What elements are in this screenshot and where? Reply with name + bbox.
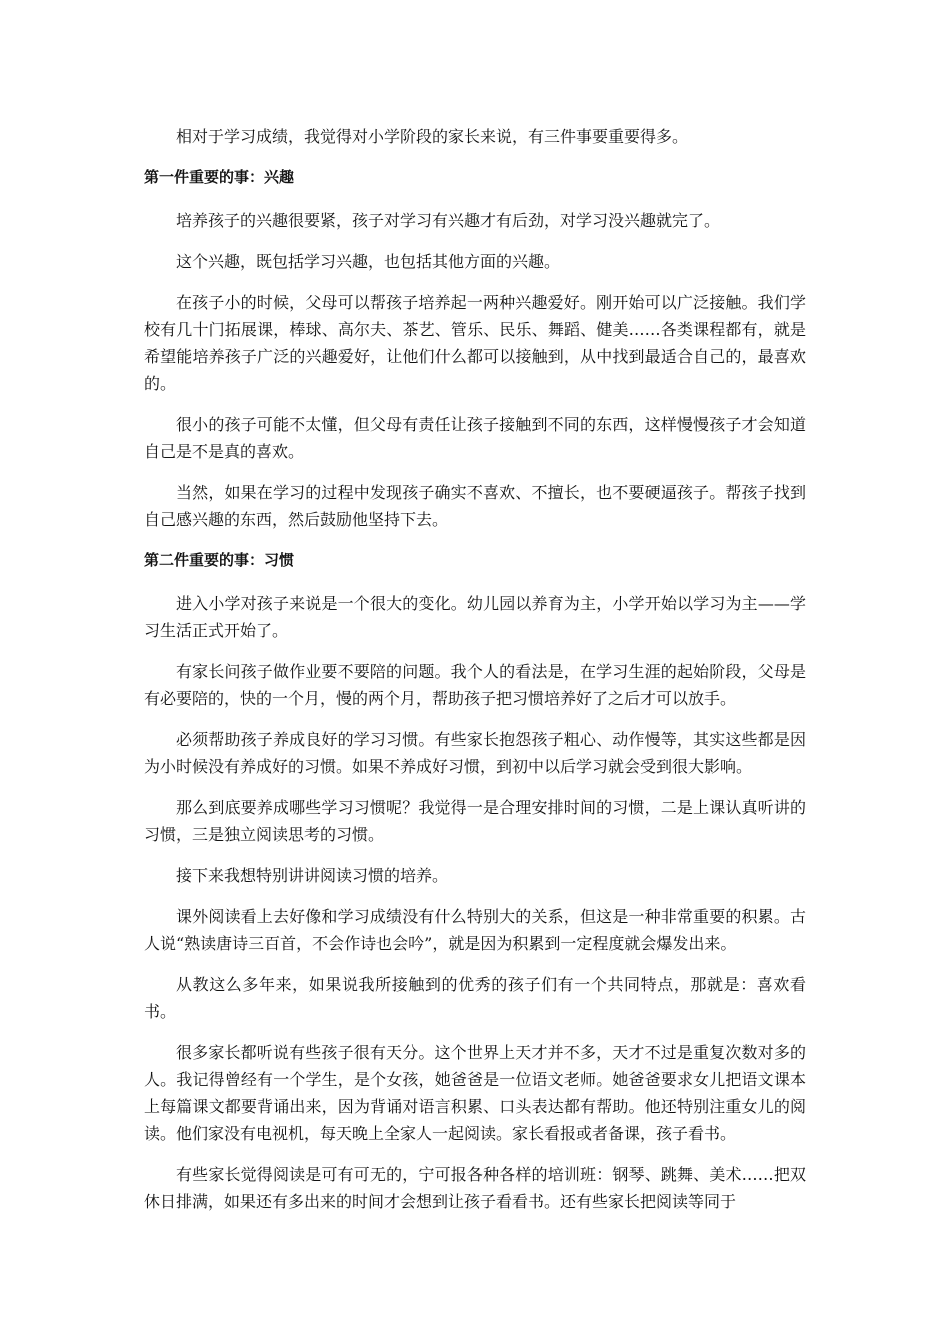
paragraph: 有些家长觉得阅读是可有可无的，宁可报各种各样的培训班：钢琴、跳舞、美术……把双休日排满，如果还有多出来的时间才会想到让孩子看看书。还有些家长把阅读等同于	[144, 1165, 806, 1211]
document-body	[144, 123, 806, 1229]
paragraph: 必须帮助孩子养成良好的学习习惯。有些家长抱怨孩子粗心、动作慢等，其实这些都是因为小时候没有养成好的习惯。如果不养成好习惯，到初中以后学习就会受到很大影响。	[144, 730, 806, 776]
paragraph: 进入小学对孩子来说是一个很大的变化。幼儿园以养育为主，小学开始以学习为主——学习生活正式开始了。	[144, 594, 806, 640]
section-heading-interest: 第一件重要的事：兴趣	[144, 168, 295, 186]
paragraph: 在孩子小的时候，父母可以帮孩子培养起一两种兴趣爱好。刚开始可以广泛接触。我们学校有几十门拓展课，棒球、高尔夫、茶艺、管乐、民乐、舞蹈、健美……各类课程都有，就是希望能培养孩子广泛的兴趣爱好，让他们什么都可以接触到，从中找到最适合自己的，最喜欢的。	[144, 293, 806, 393]
paragraph: 接下来我想特别讲讲阅读习惯的培养。	[176, 866, 449, 885]
paragraph: 当然，如果在学习的过程中发现孩子确实不喜欢、不擅长，也不要硬逼孩子。帮孩子找到自己感兴趣的东西，然后鼓励他坚持下去。	[144, 483, 806, 529]
paragraph: 很多家长都听说有些孩子很有天分。这个世界上天才并不多，天才不过是重复次数对多的人。我记得曾经有一个学生，是个女孩，她爸爸是一位语文老师。她爸爸要求女儿把语文课本上每篇课文都要背诵出来，因为背诵对语言积累、口头表达都有帮助。他还特别注重女儿的阅读。他们家没有电视机，每天晚上全家人一起阅读。家长看报或者备课，孩子看书。	[144, 1043, 806, 1143]
paragraph: 有家长问孩子做作业要不要陪的问题。我个人的看法是，在学习生涯的起始阶段，父母是有必要陪的，快的一个月，慢的两个月，帮助孩子把习惯培养好了之后才可以放手。	[144, 662, 806, 708]
intro-paragraph: 相对于学习成绩，我觉得对小学阶段的家长来说，有三件事要重要得多。	[176, 127, 689, 146]
paragraph: 那么到底要养成哪些学习习惯呢？我觉得一是合理安排时间的习惯，二是上课认真听讲的习惯，三是独立阅读思考的习惯。	[144, 798, 806, 844]
paragraph: 很小的孩子可能不太懂，但父母有责任让孩子接触到不同的东西，这样慢慢孩子才会知道自己是不是真的喜欢。	[144, 415, 806, 461]
paragraph: 培养孩子的兴趣很要紧，孩子对学习有兴趣才有后劲，对学习没兴趣就完了。	[176, 211, 721, 230]
paragraph: 这个兴趣，既包括学习兴趣，也包括其他方面的兴趣。	[176, 252, 561, 271]
paragraph: 从教这么多年来，如果说我所接触到的优秀的孩子们有一个共同特点，那就是：喜欢看书。	[144, 975, 806, 1021]
section-heading-habit: 第二件重要的事：习惯	[144, 551, 295, 569]
paragraph: 课外阅读看上去好像和学习成绩没有什么特别大的关系，但这是一种非常重要的积累。古人说“熟读唐诗三百首，不会作诗也会吟”，就是因为积累到一定程度就会爆发出来。	[144, 907, 806, 953]
